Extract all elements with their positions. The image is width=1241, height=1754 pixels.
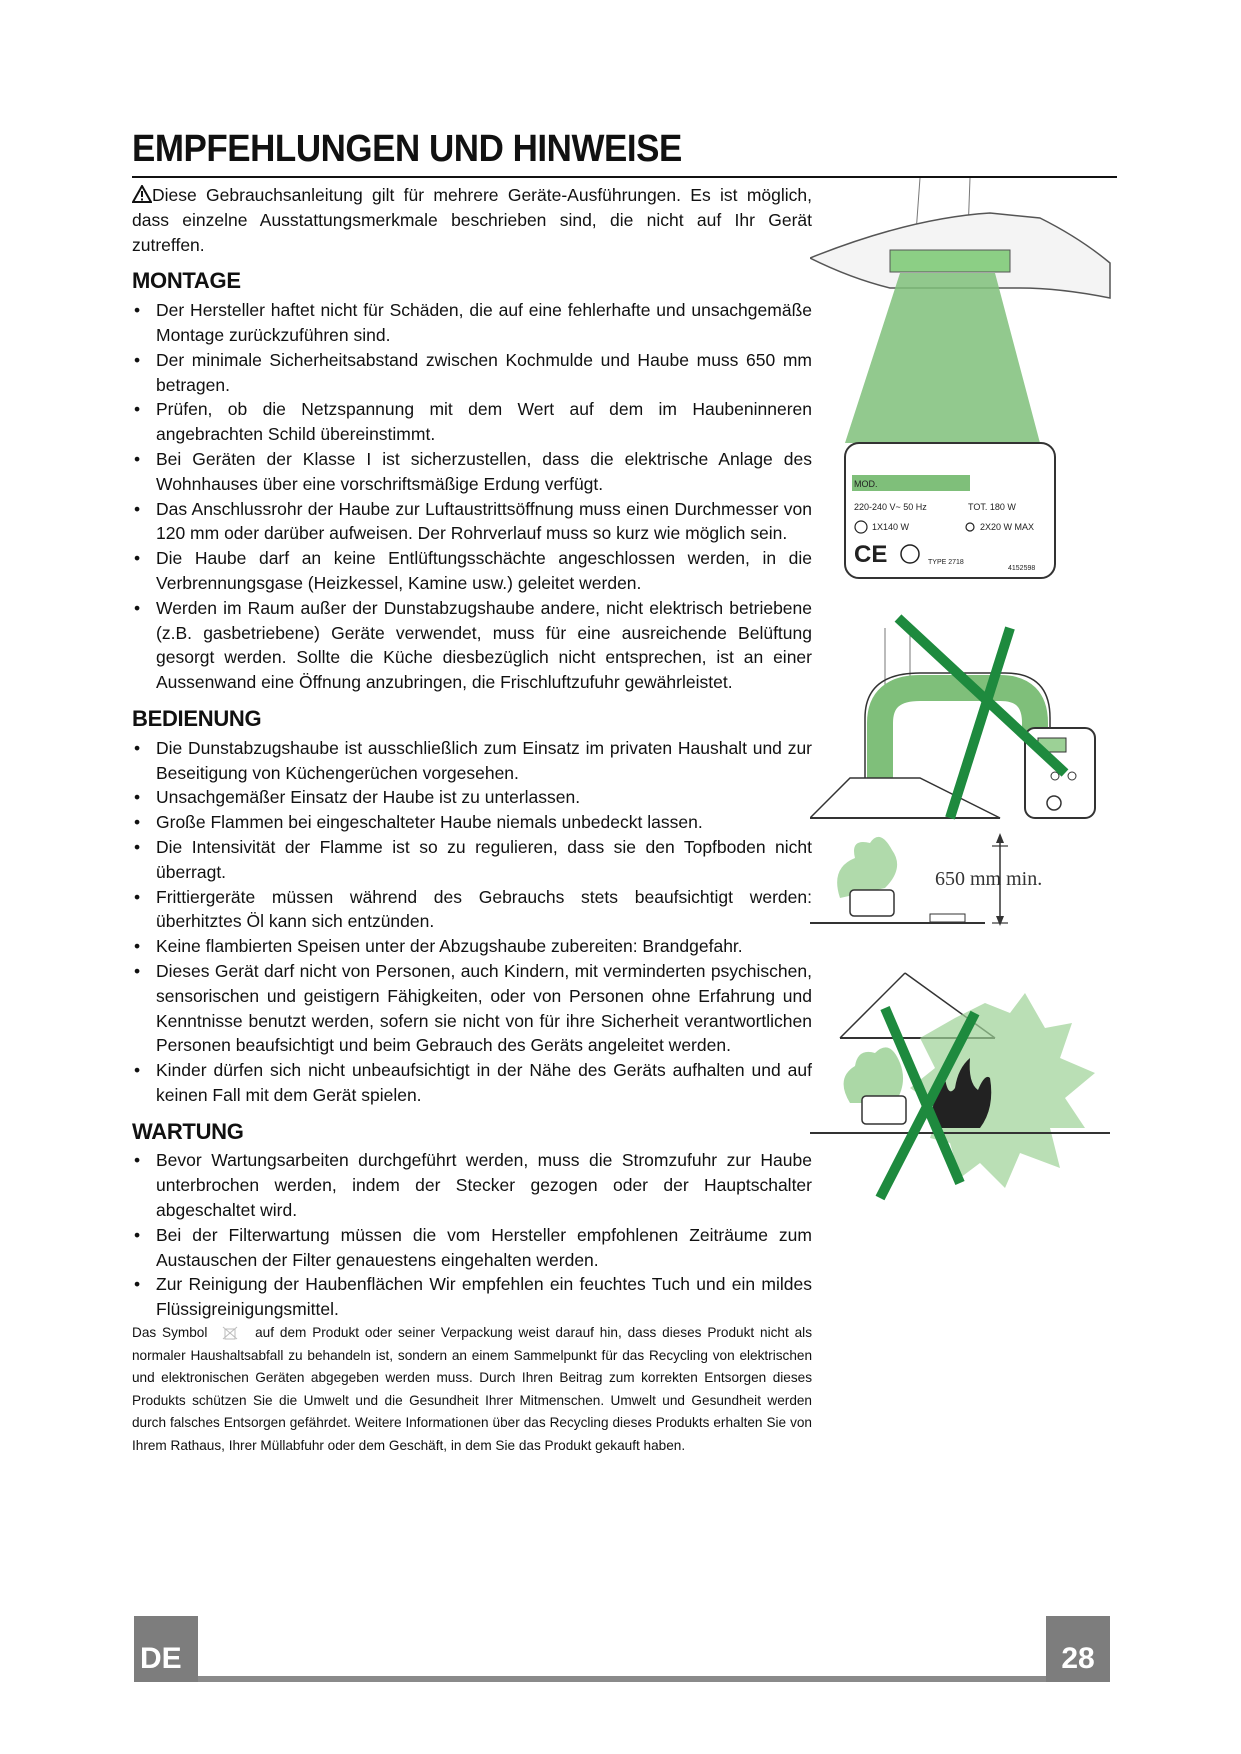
plate-model: MOD. (854, 479, 878, 489)
list-item: • Frittiergeräte müssen während des Gebrauchs stets beaufsichtigt werden: überhitztes Öl kann sich entzünden. (132, 885, 812, 935)
list-item: • Das Anschlussrohr der Haube zur Luftaustrittsöffnung muss einen Durchmesser von 120 mm oder darüber aufweisen. Der Rohrverlauf muss so kurz wie möglich sein. (132, 497, 812, 547)
list-item: • Die Intensivität der Flamme ist so zu regulieren, dass sie den Topfboden nicht überragt. (132, 835, 812, 885)
weee-bin-icon (213, 1326, 249, 1340)
list-item: • Die Haube darf an keine Entlüftungsschächte angeschlossen werden, in die Verbrennungsgase (Heizkessel, Kamine usw.) geleitet werden. (132, 546, 812, 596)
distance-label: 650 mm min. (935, 868, 1043, 890)
list-item: • Bei der Filterwartung müssen die vom Hersteller empfohlenen Zeiträume zum Austauschen der Filter genauestens eingehalten werden. (132, 1223, 812, 1273)
hood-illustration (810, 178, 1110, 443)
list-item: • Zur Reinigung der Haubenflächen Wir empfehlen ein feuchtes Tuch und ein mildes Flüssigreinigungsmittel. (132, 1272, 812, 1322)
list-item: • Bei Geräten der Klasse I ist sicherzustellen, dass die elektrische Anlage des Wohnhauses über eine vorschriftsmäßige Erdung verfügt. (132, 447, 812, 497)
footer-rule (198, 1676, 1046, 1682)
flue-connection-forbidden-illustration (810, 618, 1095, 926)
plate-total: TOT. 180 W (968, 502, 1016, 512)
page-number: 28 (1046, 1616, 1110, 1682)
plate-serial: 4152598 (1008, 565, 1036, 572)
intro-text: Diese Gebrauchsanleitung gilt für mehrere Geräte-Ausführungen. Es ist möglich, dass einzelne Ausstattungsmerkmale beschrieben sind, die nicht auf Ihr Gerät zutreffen. (132, 185, 812, 255)
list-item: • Prüfen, ob die Netzspannung mit dem Wert auf dem im Haubeninneren angebrachten Schild übereinstimmt. (132, 397, 812, 447)
list-item: • Dieses Gerät darf nicht von Personen, auch Kindern, mit verminderten psychischen, sensorischen und geistigern Fähigkeiten, oder von Personen ohne Erfahrung und Kenntnisse benutzt werden, sofern sie nicht von für ihre Sicherheit verantwortlichen Personen beaufsichtigt und beim Gebrauch des Geräts angeleitet werden. (132, 959, 812, 1058)
plate-lamps: 2X20 W MAX (980, 522, 1035, 532)
list-item: • Große Flammen bei eingeschalteter Haube niemals unbedeckt lassen. (132, 810, 812, 835)
list-item: • Unsachgemäßer Einsatz der Haube ist zu unterlassen. (132, 785, 812, 810)
warning-icon (132, 185, 152, 203)
disposal-note (132, 1322, 812, 1457)
montage-list (132, 298, 812, 695)
list-item: • Die Dunstabzugshaube ist ausschließlich zum Einsatz im privaten Haushalt und zur Beseitigung von Küchengerüchen vorgesehen. (132, 736, 812, 786)
list-item: • Keine flambierten Speisen unter der Abzugshaube zubereiten: Brandgefahr. (132, 934, 812, 959)
bedienung-list (132, 736, 812, 1108)
section-heading-bedienung: BEDIENUNG (132, 705, 262, 731)
list-item: • Der minimale Sicherheitsabstand zwischen Kochmulde und Haube muss 650 mm betragen. (132, 348, 812, 398)
plate-motor: 1X140 W (872, 522, 910, 532)
list-item: • Bevor Wartungsarbeiten durchgeführt werden, muss die Stromzufuhr zur Haube unterbrochen werden, indem der Stecker gezogen oder der Hauptschalter abgeschaltet wird. (132, 1148, 812, 1222)
plate-voltage: 220-240 V~ 50 Hz (854, 502, 927, 512)
ce-mark-icon: CE (854, 541, 888, 568)
text-column (132, 183, 812, 1457)
language-badge: DE (134, 1616, 198, 1682)
open-flame-forbidden-illustration (810, 973, 1110, 1198)
section-heading-wartung: WARTUNG (132, 1118, 244, 1144)
list-item: • Kinder dürfen sich nicht unbeaufsichtigt in der Nähe des Geräts aufhalten und auf keinen Fall mit dem Gerät spielen. (132, 1058, 812, 1108)
illustrations-column (810, 178, 1120, 1328)
list-item: • Werden im Raum außer der Dunstabzugshaube andere, nicht elektrisch betriebene (z.B. gasbetriebene) Geräte verwendet, muss für eine ausreichende Belüftung gesorgt werden. Sollte die Küche diesbezüglich nicht entsprechen, ist an einer Aussenwand eine Öffnung anzubringen, die Frischluftzufuhr gewährleistet. (132, 596, 812, 695)
plate-type: TYPE 2718 (928, 559, 964, 566)
disposal-text-after: auf dem Produkt oder seiner Verpackung weist darauf hin, dass dieses Produkt nicht als normaler Haushaltsabfall zu behandeln ist, sondern an einem Sammelpunkt für das Recycling von elektrischen und elektronischen Geräten abgegeben werden muss. Durch Ihren Beitrag zum korrekten Entsorgen dieses Produkts schützen Sie die Umwelt und die Gesundheit Ihrer Mitmenschen. Umwelt und Gesundheit werden durch falsches Entsorgen gefährdet. Weitere Informationen über das Recycling dieses Produkts erhalten Sie von Ihrem Rathaus, Ihrer Müllabfuhr oder dem Geschäft, in dem Sie das Produkt gekauft haben. (132, 1325, 813, 1453)
list-item: • Der Hersteller haftet nicht für Schäden, die auf eine fehlerhafte und unsachgemäße Montage zurückzuführen sind. (132, 298, 812, 348)
rating-plate (845, 443, 1055, 578)
section-heading-montage: MONTAGE (132, 268, 241, 294)
page-title: EMPFEHLUNGEN UND HINWEISE (132, 128, 682, 170)
intro-paragraph (132, 183, 812, 257)
wartung-list (132, 1148, 812, 1322)
disposal-text-before: Das Symbol (132, 1325, 208, 1341)
